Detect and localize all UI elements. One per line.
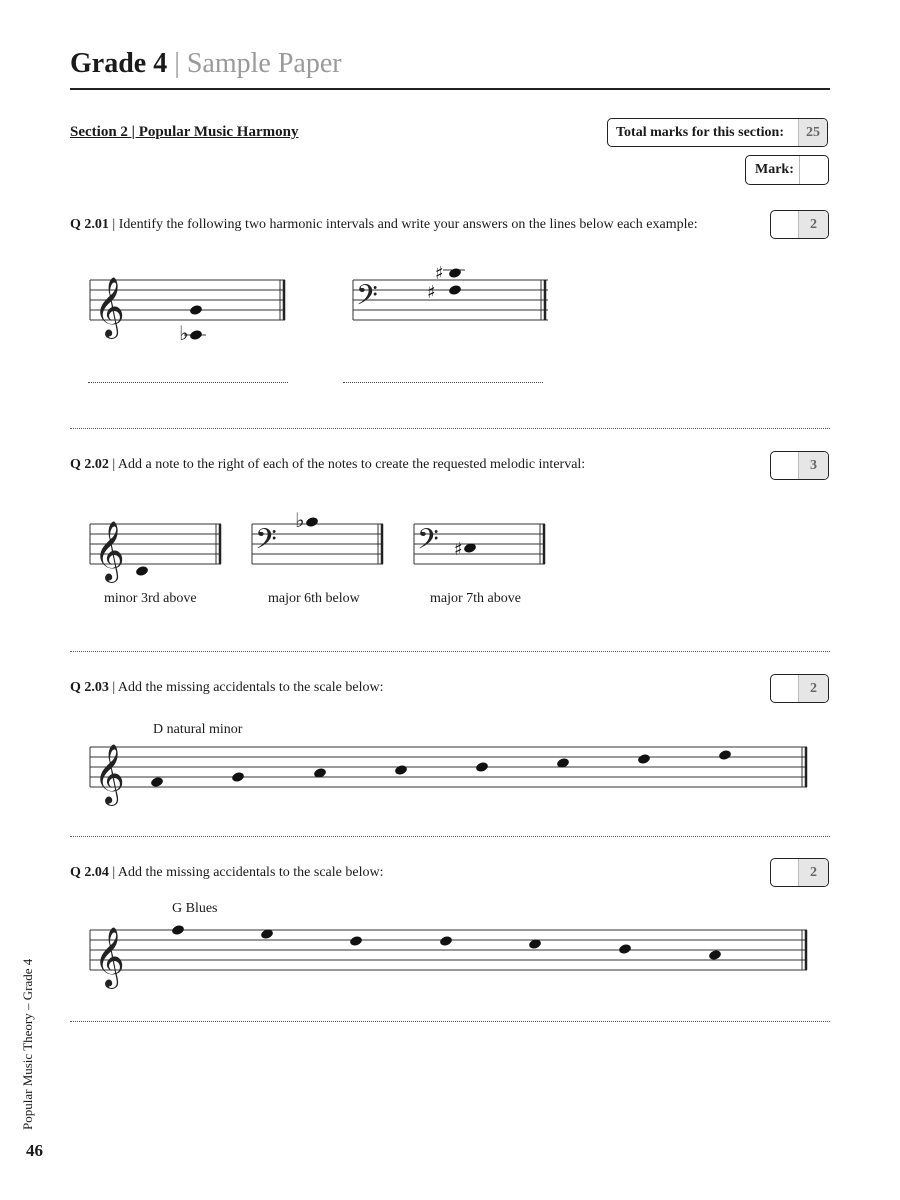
bass-clef-icon: 𝄢 <box>417 523 439 563</box>
question-divider <box>70 1021 830 1022</box>
marks-available: 3 <box>798 452 828 479</box>
side-running-title: Popular Music Theory – Grade 4 <box>20 958 35 1130</box>
q2-04-staff <box>90 927 808 990</box>
answer-line-2[interactable] <box>343 382 543 383</box>
scale-note <box>439 935 453 947</box>
scale-note <box>150 776 164 788</box>
question-2-04 <box>70 865 383 881</box>
title-separator: | <box>174 48 180 79</box>
q2-01-staff-2 <box>353 263 549 340</box>
answer-line-1[interactable] <box>88 382 288 383</box>
q2-01-staff-1 <box>90 277 286 345</box>
question-number: Q 2.03 <box>70 680 109 695</box>
treble-clef-icon: 𝄞 <box>94 521 125 581</box>
page-title <box>70 48 342 80</box>
question-text: | Add the missing accidentals to the scale below: <box>112 865 384 880</box>
question-divider <box>70 651 830 652</box>
flat-icon: ♭ <box>295 508 305 532</box>
scale-label: D natural minor <box>153 722 243 737</box>
total-marks-value: 25 <box>798 119 827 146</box>
scale-note <box>171 924 185 936</box>
marks-entry-field[interactable] <box>771 675 798 702</box>
note-head <box>448 267 462 279</box>
total-marks-box <box>607 118 828 147</box>
treble-clef-icon: 𝄞 <box>94 744 125 804</box>
question-text: | Add the missing accidentals to the scale below: <box>112 680 384 695</box>
treble-clef-icon: 𝄞 <box>94 277 125 337</box>
scale-note <box>618 943 632 955</box>
marks-box-q2-03 <box>770 674 829 703</box>
mark-label: Mark: <box>755 162 794 177</box>
bass-clef-icon: 𝄢 <box>356 279 378 319</box>
section-title: Section 2 | Popular Music Harmony <box>70 124 299 140</box>
q2-02-staff-3 <box>414 524 546 584</box>
note-head <box>189 329 203 341</box>
scale-note <box>718 749 732 761</box>
scale-note <box>394 764 408 776</box>
q2-02-staff-2 <box>252 508 384 584</box>
question-text: | Identify the following two harmonic intervals and write your answers on the lines below each example: <box>112 217 698 232</box>
marks-box-q2-01 <box>770 210 829 239</box>
sample-paper-label: Sample Paper <box>186 48 342 79</box>
total-marks-label: Total marks for this section: <box>616 124 784 140</box>
question-2-03 <box>70 680 383 696</box>
interval-caption-1: minor 3rd above <box>104 591 197 606</box>
scale-note <box>637 753 651 765</box>
section-mark-box <box>745 155 829 185</box>
marks-entry-field[interactable] <box>771 859 798 886</box>
marks-available: 2 <box>798 211 828 238</box>
sharp-icon: ♯ <box>454 539 463 560</box>
question-divider <box>70 836 830 837</box>
note-head <box>135 565 149 577</box>
sharp-icon: ♯ <box>435 263 444 284</box>
question-text: | Add a note to the right of each of the notes to create the requested melodic interval: <box>112 457 586 472</box>
marks-entry-field[interactable] <box>771 211 798 238</box>
grade-label: Grade 4 <box>70 48 168 79</box>
marks-available: 2 <box>798 675 828 702</box>
mark-entry-field[interactable] <box>799 156 828 184</box>
page-number: 46 <box>26 1141 43 1160</box>
question-2-02 <box>70 457 585 473</box>
scale-note <box>708 949 722 961</box>
question-number: Q 2.01 <box>70 217 109 232</box>
scale-note <box>349 935 363 947</box>
question-2-01 <box>70 217 698 233</box>
bass-clef-icon: 𝄢 <box>255 523 277 563</box>
marks-box-q2-04 <box>770 858 829 887</box>
note-head <box>448 284 462 296</box>
note-head <box>305 516 319 528</box>
flat-icon: ♭ <box>179 321 189 345</box>
scale-note <box>231 771 245 783</box>
marks-available: 2 <box>798 859 828 886</box>
header-divider <box>70 88 830 90</box>
question-number: Q 2.02 <box>70 457 109 472</box>
sharp-icon: ♯ <box>427 282 436 303</box>
q2-03-staff <box>90 744 808 807</box>
interval-caption-3: major 7th above <box>430 591 521 606</box>
question-divider <box>70 428 830 429</box>
interval-caption-2: major 6th below <box>268 591 360 606</box>
note-head <box>189 304 203 316</box>
scale-note <box>475 761 489 773</box>
marks-entry-field[interactable] <box>771 452 798 479</box>
q2-02-staff-1 <box>90 521 222 584</box>
question-number: Q 2.04 <box>70 865 109 880</box>
marks-box-q2-02 <box>770 451 829 480</box>
scale-label: G Blues <box>172 901 218 916</box>
treble-clef-icon: 𝄞 <box>94 927 125 987</box>
